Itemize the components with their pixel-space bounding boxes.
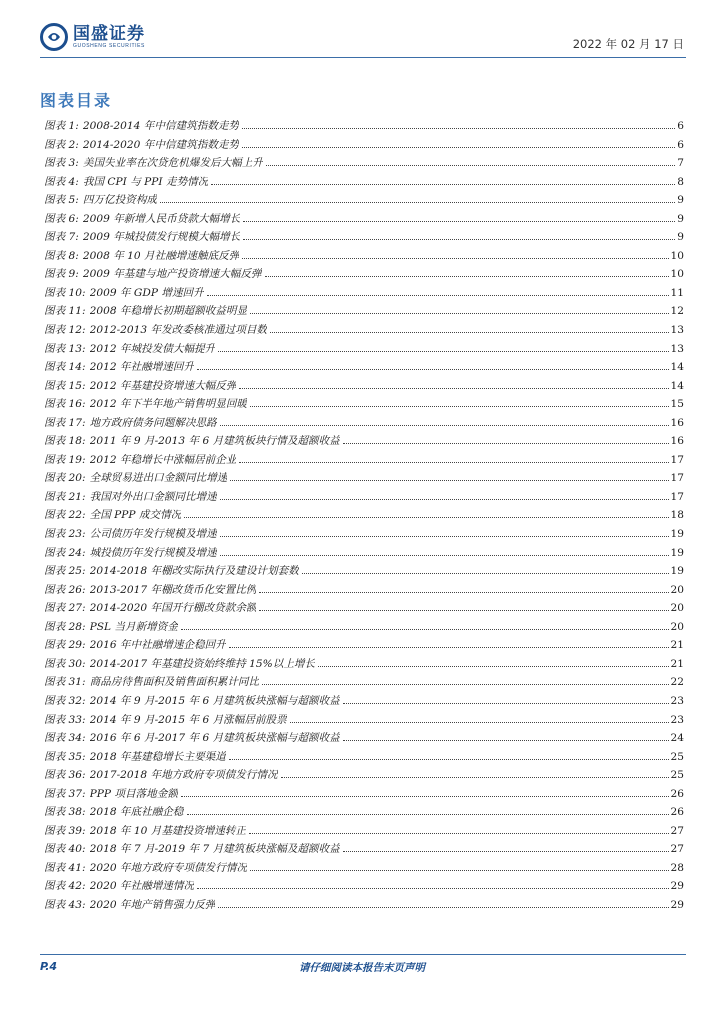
toc-entry[interactable] — [44, 229, 684, 248]
toc-entry[interactable] — [44, 285, 684, 304]
toc-dot-leader — [265, 275, 669, 277]
toc-entry-title: 2008-2014 年中信建筑指数走势 — [82, 120, 240, 132]
toc-entry-page: 23 — [670, 713, 684, 726]
toc-entry-title: 我国对外出口金额同比增速 — [89, 490, 217, 503]
toc-entry[interactable] — [44, 378, 684, 397]
toc-entry-page: 14 — [670, 361, 684, 374]
toc-entry-title: 2020 年社融增速情况 — [89, 880, 195, 893]
toc-entry-number: 图表 30: — [44, 657, 86, 670]
toc-entry-number: 图表 21: — [44, 490, 86, 503]
page-number: P.4 — [40, 960, 58, 973]
toc-entry[interactable] — [44, 786, 684, 805]
toc-entry[interactable] — [44, 878, 684, 897]
toc-entry-title: 城投债历年发行规模及增速 — [89, 546, 217, 559]
toc-entry-title: 2012 年社融增速回升 — [89, 361, 195, 374]
toc-dot-leader — [270, 331, 669, 333]
page-header — [40, 22, 686, 54]
toc-entry-page: 9 — [677, 231, 684, 244]
toc-dot-leader — [343, 850, 669, 852]
toc-entry-title: 2018 年 7 月-2019 年 7 月建筑板块涨幅及超额收益 — [89, 843, 340, 856]
toc-entry[interactable] — [44, 433, 684, 452]
toc-dot-leader — [302, 572, 669, 574]
toc-dot-leader — [230, 479, 668, 481]
toc-entry-page: 27 — [670, 824, 684, 837]
toc-entry-number: 图表 32: — [44, 694, 86, 707]
toc-dot-leader — [242, 146, 675, 148]
toc-entry-number: 图表 14: — [44, 361, 86, 374]
toc-entry-title: 2012 年城投发债大幅提升 — [89, 342, 216, 355]
toc-entry-title: 2012 年下半年地产销售明显回暖 — [89, 398, 248, 411]
toc-entry-title: 2012-2013 年发改委核准通过项目数 — [89, 324, 268, 337]
toc-entry[interactable] — [44, 545, 684, 564]
toc-dot-leader — [181, 628, 669, 630]
toc-entry-title: 2014 年 9 月-2015 年 6 月建筑板块涨幅与超额收益 — [89, 694, 340, 707]
toc-entry-page: 21 — [670, 657, 684, 670]
toc-entry-number: 图表 38: — [44, 806, 86, 819]
toc-entry-number: 图表 8: — [44, 249, 79, 262]
toc-entry[interactable] — [44, 749, 684, 768]
toc-entry-title: 2018 年 10 月基建投资增速转正 — [89, 824, 247, 837]
toc-dot-leader — [242, 127, 675, 129]
toc-entry-number: 图表 16: — [44, 398, 86, 411]
toc-entry-number: 图表 23: — [44, 528, 86, 541]
toc-dot-leader — [250, 312, 668, 314]
toc-dot-leader — [207, 294, 669, 296]
toc-entry-page: 18 — [670, 509, 684, 522]
toc-entry-page: 14 — [670, 379, 684, 392]
toc-dot-leader — [243, 238, 675, 240]
toc-entry-number: 图表 26: — [44, 583, 86, 596]
toc-entry-title: 2016 年 6 月-2017 年 6 月建筑板块涨幅与超额收益 — [89, 732, 340, 745]
toc-dot-leader — [211, 183, 675, 185]
toc-dot-leader — [197, 887, 668, 889]
toc-entry-title: 我国 CPI 与 PPI 走势情况 — [82, 175, 209, 188]
toc-entry-title: 2012 年稳增长中涨幅居前企业 — [89, 453, 237, 466]
toc-entry-page: 10 — [670, 268, 684, 281]
toc-entry-page: 12 — [670, 305, 684, 318]
toc-entry-page: 23 — [670, 694, 684, 707]
toc-entry-number: 图表 25: — [44, 565, 86, 578]
toc-entry-number: 图表 41: — [44, 861, 86, 874]
toc-entry-title: 2008 年稳增长初期超额收益明显 — [89, 305, 248, 318]
toc-entry[interactable] — [44, 563, 684, 582]
toc-dot-leader — [250, 405, 668, 407]
toc-dot-leader — [259, 591, 668, 593]
toc-dot-leader — [242, 257, 668, 259]
toc-entry-title: 2009 年城投债发行规模大幅增长 — [82, 231, 241, 244]
toc-entry-page: 24 — [670, 732, 684, 745]
toc-entry-title: 商品房待售面积及销售面积累计同比 — [89, 676, 260, 689]
toc-entry-number: 图表 12: — [44, 324, 86, 337]
toc-dot-leader — [259, 609, 668, 611]
toc-dot-leader — [218, 906, 668, 908]
toc-entry-number: 图表 33: — [44, 713, 86, 726]
figure-list — [44, 118, 684, 916]
toc-dot-leader — [229, 646, 669, 648]
toc-dot-leader — [243, 220, 675, 222]
toc-entry[interactable] — [44, 192, 684, 211]
toc-entry[interactable] — [44, 248, 684, 267]
toc-entry[interactable] — [44, 322, 684, 341]
toc-dot-leader — [184, 516, 668, 518]
toc-entry-page: 27 — [670, 843, 684, 856]
toc-entry-number: 图表 4: — [44, 175, 79, 188]
toc-entry-title: 2008 年 10 月社融增速触底反弹 — [82, 249, 240, 262]
toc-entry-number: 图表 6: — [44, 212, 79, 225]
toc-entry-title: 2020 年地产销售强力反弹 — [89, 898, 216, 911]
report-date: 2022 年 02 月 17 日 — [572, 37, 684, 51]
toc-entry[interactable] — [44, 582, 684, 601]
toc-entry-number: 图表 31: — [44, 676, 86, 689]
toc-entry-number: 图表 43: — [44, 898, 86, 911]
toc-entry[interactable] — [44, 118, 684, 137]
toc-dot-leader — [160, 201, 675, 203]
toc-entry[interactable] — [44, 489, 684, 508]
toc-entry-page: 7 — [677, 157, 684, 170]
toc-entry-number: 图表 36: — [44, 769, 86, 782]
section-title: 图表目录 — [40, 91, 113, 110]
toc-entry-title: 2016 年中社融增速企稳回升 — [89, 639, 226, 652]
toc-entry[interactable] — [44, 804, 684, 823]
toc-entry[interactable] — [44, 897, 684, 916]
toc-entry-title: 全球贸易进出口金额同比增速 — [89, 472, 228, 485]
toc-entry-title: PSL 当月新增资金 — [89, 620, 178, 633]
toc-entry-page: 20 — [670, 620, 684, 633]
toc-entry-page: 20 — [670, 583, 684, 596]
toc-entry-page: 6 — [677, 138, 684, 151]
toc-entry[interactable] — [44, 359, 684, 378]
toc-entry[interactable] — [44, 712, 684, 731]
footer-divider — [40, 954, 686, 955]
brand-name-en: GUOSHENG SECURITIES — [73, 42, 145, 49]
brand-logo-icon — [40, 23, 68, 51]
toc-entry-number: 图表 3: — [44, 157, 79, 170]
header-divider — [40, 57, 686, 58]
toc-entry-title: 2009 年 GDP 增速回升 — [89, 286, 204, 299]
toc-entry-page: 15 — [670, 398, 684, 411]
toc-entry[interactable] — [44, 211, 684, 230]
toc-dot-leader — [218, 350, 668, 352]
toc-entry-title: 2009 年新增人民币贷款大幅增长 — [82, 212, 241, 225]
toc-entry-number: 图表 2: — [44, 138, 79, 151]
toc-entry-page: 6 — [677, 120, 684, 132]
toc-entry-title: 2009 年基建与地产投资增速大幅反弹 — [82, 268, 262, 281]
toc-entry-title: 2018 年底社融企稳 — [89, 806, 184, 819]
toc-entry[interactable] — [44, 693, 684, 712]
toc-dot-leader — [343, 442, 669, 444]
toc-entry-number: 图表 20: — [44, 472, 86, 485]
toc-entry-title: 2011 年 9 月-2013 年 6 月建筑板块行情及超额收益 — [89, 435, 340, 448]
toc-entry-number: 图表 40: — [44, 843, 86, 856]
toc-entry-title: 2017-2018 年地方政府专项债发行情况 — [89, 769, 278, 782]
toc-entry-page: 19 — [670, 546, 684, 559]
toc-dot-leader — [229, 758, 669, 760]
toc-entry-number: 图表 11: — [44, 305, 86, 318]
toc-entry-title: 2014-2020 年中信建筑指数走势 — [82, 138, 240, 151]
toc-entry-title: PPP 项目落地金额 — [89, 787, 178, 800]
toc-entry[interactable] — [44, 452, 684, 471]
toc-entry[interactable] — [44, 823, 684, 842]
toc-entry[interactable] — [44, 415, 684, 434]
toc-entry[interactable] — [44, 619, 684, 638]
toc-entry-title: 四万亿投资构成 — [82, 194, 158, 207]
toc-entry-page: 13 — [670, 324, 684, 337]
toc-entry-page: 29 — [670, 898, 684, 911]
toc-entry-number: 图表 28: — [44, 620, 86, 633]
toc-entry[interactable] — [44, 341, 684, 360]
toc-dot-leader — [239, 387, 668, 389]
toc-entry-number: 图表 15: — [44, 379, 86, 392]
toc-entry-title: 2014-2018 年棚改实际执行及建设计划套数 — [89, 565, 299, 578]
toc-entry-title: 全国 PPP 成交情况 — [89, 509, 182, 522]
toc-entry[interactable] — [44, 841, 684, 860]
disclaimer-note: 请仔细阅读本报告末页声明 — [299, 962, 425, 974]
toc-entry[interactable] — [44, 767, 684, 786]
toc-entry-number: 图表 19: — [44, 453, 86, 466]
toc-dot-leader — [181, 795, 669, 797]
toc-entry[interactable] — [44, 137, 684, 156]
toc-entry[interactable] — [44, 730, 684, 749]
toc-entry-number: 图表 5: — [44, 194, 79, 207]
toc-entry-page: 22 — [670, 676, 684, 689]
toc-dot-leader — [343, 702, 669, 704]
toc-entry-title: 美国失业率在次贷危机爆发后大幅上升 — [82, 157, 263, 170]
toc-entry-page: 9 — [677, 194, 684, 207]
toc-entry[interactable] — [44, 674, 684, 693]
toc-entry-number: 图表 35: — [44, 750, 86, 763]
toc-entry-title: 2014-2017 年基建投资始终维持 15%以上增长 — [89, 657, 316, 670]
toc-entry-number: 图表 13: — [44, 342, 86, 355]
toc-entry[interactable] — [44, 470, 684, 489]
toc-dot-leader — [239, 461, 668, 463]
toc-entry-title: 2014-2020 年国开行棚改贷款余额 — [89, 602, 257, 615]
toc-entry-page: 25 — [670, 769, 684, 782]
toc-entry[interactable] — [44, 303, 684, 322]
toc-entry[interactable] — [44, 860, 684, 879]
toc-entry-number: 图表 24: — [44, 546, 86, 559]
toc-entry-page: 28 — [670, 861, 684, 874]
toc-dot-leader — [343, 739, 669, 741]
toc-dot-leader — [220, 554, 669, 556]
toc-entry-number: 图表 37: — [44, 787, 86, 800]
toc-entry-page: 10 — [670, 249, 684, 262]
toc-dot-leader — [220, 498, 669, 500]
toc-entry-number: 图表 1: — [44, 120, 79, 132]
toc-dot-leader — [197, 368, 668, 370]
toc-entry[interactable] — [44, 174, 684, 193]
toc-dot-leader — [250, 869, 668, 871]
toc-entry-number: 图表 39: — [44, 824, 86, 837]
toc-dot-leader — [220, 424, 669, 426]
toc-entry-page: 17 — [670, 472, 684, 485]
toc-entry-page: 19 — [670, 528, 684, 541]
brand-name-cn: 国盛证券 — [73, 23, 145, 44]
toc-entry-page: 11 — [670, 286, 684, 299]
toc-entry-page: 16 — [670, 435, 684, 448]
toc-entry[interactable] — [44, 526, 684, 545]
toc-entry-page: 9 — [677, 212, 684, 225]
toc-entry-number: 图表 22: — [44, 509, 86, 522]
toc-entry-page: 8 — [677, 175, 684, 188]
toc-entry-page: 13 — [670, 342, 684, 355]
toc-entry-page: 17 — [670, 453, 684, 466]
toc-entry-number: 图表 42: — [44, 880, 86, 893]
toc-dot-leader — [187, 813, 669, 815]
toc-entry-page: 26 — [670, 787, 684, 800]
toc-entry-title: 2013-2017 年棚改货币化安置比例 — [89, 583, 257, 596]
toc-entry-page: 19 — [670, 565, 684, 578]
toc-entry[interactable] — [44, 155, 684, 174]
toc-entry[interactable] — [44, 266, 684, 285]
toc-entry-title: 地方政府债务问题解决思路 — [89, 416, 217, 429]
toc-entry-page: 17 — [670, 490, 684, 503]
toc-dot-leader — [290, 721, 669, 723]
toc-dot-leader — [249, 832, 668, 834]
toc-dot-leader — [220, 535, 669, 537]
toc-entry-page: 21 — [670, 639, 684, 652]
toc-entry-page: 26 — [670, 806, 684, 819]
toc-entry[interactable] — [44, 396, 684, 415]
toc-entry-title: 2018 年基建稳增长主要渠道 — [89, 750, 226, 763]
toc-entry-number: 图表 17: — [44, 416, 86, 429]
toc-entry-page: 25 — [670, 750, 684, 763]
toc-entry-page: 29 — [670, 880, 684, 893]
brand-logo — [40, 22, 145, 52]
toc-entry-number: 图表 18: — [44, 435, 86, 448]
toc-entry[interactable] — [44, 656, 684, 675]
toc-entry-title: 2012 年基建投资增速大幅反弹 — [89, 379, 237, 392]
toc-entry-number: 图表 29: — [44, 639, 86, 652]
toc-entry-number: 图表 9: — [44, 268, 79, 281]
toc-entry[interactable] — [44, 600, 684, 619]
toc-dot-leader — [281, 776, 669, 778]
toc-dot-leader — [266, 164, 675, 166]
toc-entry-page: 16 — [670, 416, 684, 429]
toc-entry-title: 2014 年 9 月-2015 年 6 月涨幅居前股票 — [89, 713, 287, 726]
toc-entry[interactable] — [44, 507, 684, 526]
toc-entry-number: 图表 7: — [44, 231, 79, 244]
toc-entry-number: 图表 10: — [44, 286, 86, 299]
toc-dot-leader — [318, 665, 668, 667]
toc-entry-page: 20 — [670, 602, 684, 615]
toc-entry-title: 公司债历年发行规模及增速 — [89, 528, 217, 541]
toc-dot-leader — [262, 683, 668, 685]
toc-entry[interactable] — [44, 637, 684, 656]
toc-entry-number: 图表 27: — [44, 602, 86, 615]
toc-entry-title: 2020 年地方政府专项债发行情况 — [89, 861, 248, 874]
toc-entry-number: 图表 34: — [44, 732, 86, 745]
